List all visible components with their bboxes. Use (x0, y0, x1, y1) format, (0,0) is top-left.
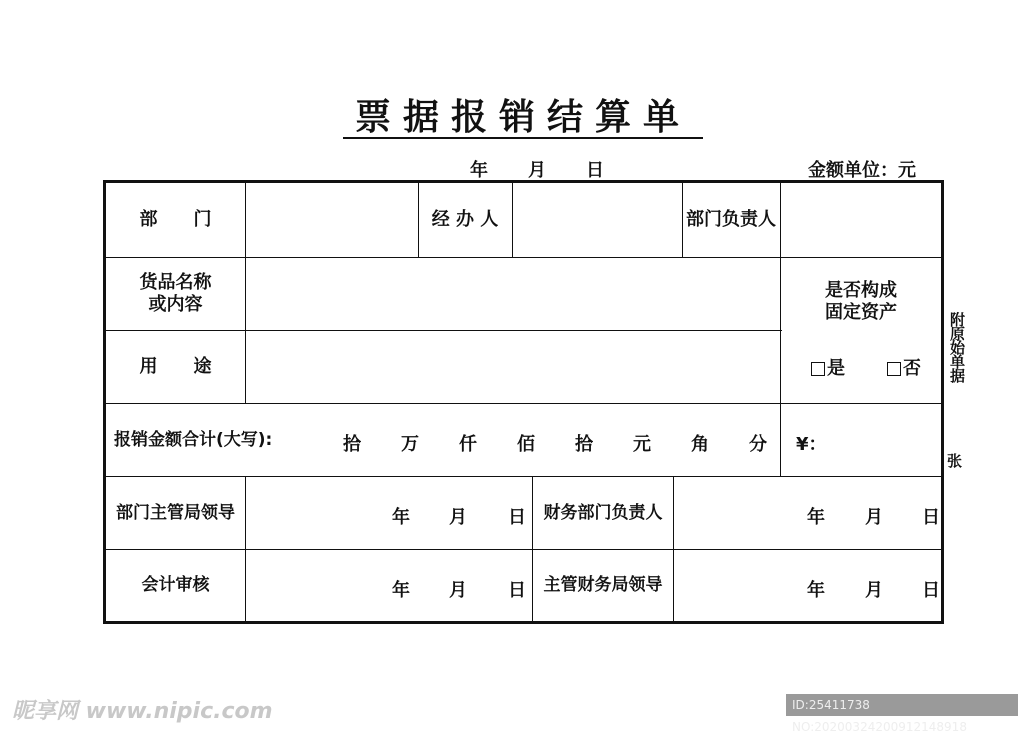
yes-checkbox[interactable] (806, 349, 850, 389)
row6-year-2: 年 (807, 580, 825, 601)
goods-field[interactable] (246, 257, 780, 330)
fixed-asset-line1: 是否构成 (825, 280, 897, 301)
leader-label: 部门主管局领导 (116, 502, 235, 523)
goods-label (106, 257, 245, 330)
dept-head-label: 部门负责人 (686, 209, 776, 230)
unit-shi-wan: 拾 (343, 434, 361, 455)
col-divider (673, 476, 674, 621)
total-label: 报销金额合计(大写): (114, 429, 273, 450)
col-divider (245, 476, 246, 621)
row5-year-2: 年 (807, 507, 825, 528)
header-day: 日 (586, 160, 604, 181)
amount-field[interactable] (826, 405, 938, 474)
goods-label-line2: 或内容 (148, 293, 203, 315)
row6-month: 月 (449, 580, 467, 601)
fixed-asset-line2: 固定资产 (825, 302, 897, 323)
finance-bureau-label: 主管财务局领导 (543, 575, 663, 595)
unit-shi: 拾 (575, 434, 593, 455)
row5-month: 月 (449, 507, 467, 528)
sheets-label: 张 (947, 452, 963, 470)
amount-unit: 金额单位：元 (808, 160, 916, 181)
header-year: 年 (470, 160, 488, 181)
watermark-logo: 昵享网 www.nipic.com (12, 699, 273, 724)
no-checkbox[interactable] (882, 349, 926, 389)
currency-label: ¥： (796, 434, 827, 455)
unit-qian: 仟 (459, 434, 477, 455)
unit-fen: 分 (749, 434, 767, 455)
unit-wan: 万 (401, 434, 419, 455)
row6-day-2: 日 (922, 580, 940, 601)
usage-label: 用 途 (139, 355, 212, 377)
row5-day: 日 (508, 507, 526, 528)
row6-day: 日 (508, 580, 526, 601)
row6-month-2: 月 (865, 580, 883, 601)
usage-field[interactable] (246, 330, 780, 403)
goods-label-line1: 货品名称 (139, 271, 212, 293)
row6-year: 年 (392, 580, 410, 601)
page-title: 票据报销结算单 (354, 96, 691, 138)
dept-head-field[interactable] (781, 183, 941, 257)
row5-day-2: 日 (922, 507, 940, 528)
row5-year: 年 (392, 507, 410, 528)
no-label: 否 (903, 358, 921, 379)
reimbursement-form (103, 180, 944, 624)
watermark-id: ID:25411738 NO:20200324200912148918 (786, 694, 1018, 716)
dept-label: 部 门 (139, 209, 212, 230)
handler-label: 经 办 人 (431, 209, 499, 230)
checkbox-square-icon (887, 362, 901, 376)
finance-head-label: 财务部门负责人 (543, 502, 663, 523)
row5-month-2: 月 (865, 507, 883, 528)
title-underline (343, 137, 703, 139)
checkbox-square-icon (811, 362, 825, 376)
unit-bai: 佰 (517, 434, 535, 455)
audit-label: 会计审核 (141, 575, 210, 595)
unit-yuan: 元 (633, 434, 651, 455)
handler-field[interactable] (513, 183, 682, 257)
attached-docs-label: 附原始单据 (948, 312, 966, 382)
header-month: 月 (528, 160, 546, 181)
fixed-asset-label (781, 257, 941, 347)
yes-label: 是 (827, 358, 845, 379)
unit-jiao: 角 (691, 434, 709, 455)
dept-field[interactable] (246, 183, 418, 257)
